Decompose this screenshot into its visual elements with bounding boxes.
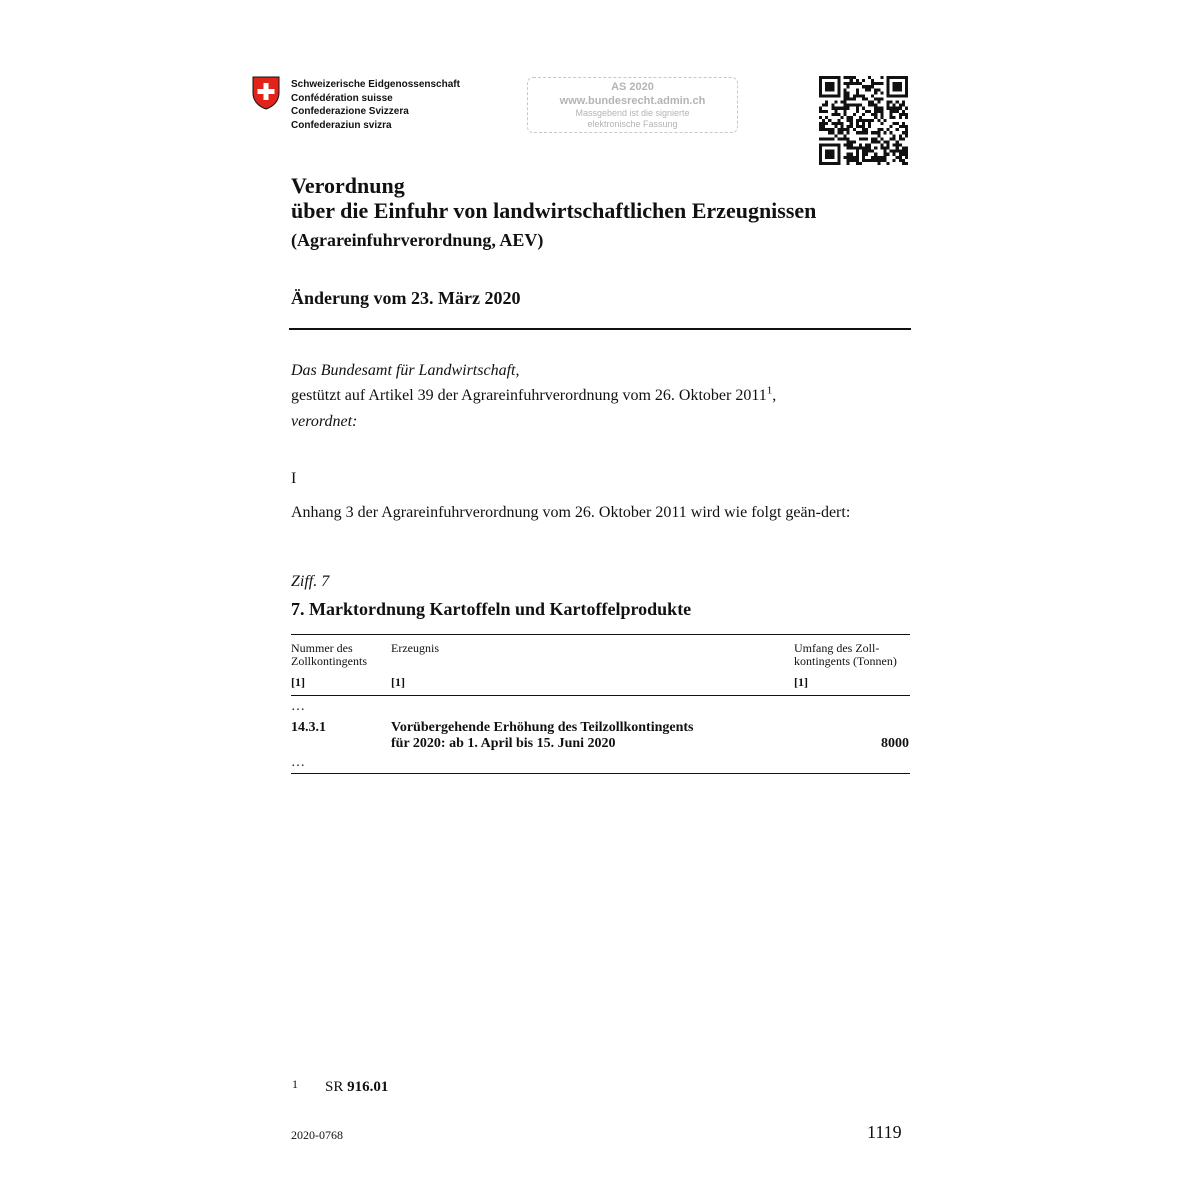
table-header-number-line2: Zollkontingents (291, 654, 367, 668)
footnote-prefix: SR (325, 1079, 344, 1095)
page-number: 1119 (867, 1122, 902, 1142)
table-row-product-line1: Vorübergehende Erhöhung des Teilzollkontingents (391, 720, 694, 735)
confederation-names (291, 78, 460, 132)
market-order-heading: 7. Marktordnung Kartoffeln und Kartoffelprodukte (291, 599, 692, 619)
table-header-rule (291, 695, 910, 696)
confederation-name-fr: Confédération suisse (291, 92, 393, 104)
confederation-name-rm: Confederaziun svizra (291, 119, 392, 131)
stamp-website: www.bundesrecht.admin.ch (559, 95, 706, 107)
preamble-authority: Das Bundesamt für Landwirtschaft, (291, 362, 520, 379)
table-ref-product: [1] (391, 675, 405, 689)
table-header-product: Erzeugnis (391, 641, 439, 655)
stamp-as-number: AS 2020 (611, 81, 654, 93)
footnote-number: 1 (292, 1077, 298, 1091)
table-row-number: 14.3.1 (291, 720, 326, 735)
table-row-product (391, 720, 694, 752)
as-stamp (527, 77, 738, 133)
table-ellipsis-bottom: … (291, 755, 305, 770)
preamble-basis-end: , (772, 387, 777, 404)
footnote-reference[interactable]: 1 (766, 384, 773, 397)
confederation-name-de: Schweizerische Eidgenossenschaft (291, 79, 460, 90)
ordinance-short-title: (Agrareinfuhrverordnung, AEV) (291, 230, 544, 250)
footnote-text (325, 1079, 388, 1096)
table-header-number-line1: Nummer des (291, 641, 353, 655)
table-top-rule (291, 634, 910, 635)
preamble-decree: verordnet: (291, 413, 358, 430)
footnote-sr-number[interactable]: 916.01 (347, 1079, 389, 1095)
confederation-name-it: Confederazione Svizzera (291, 106, 409, 117)
stamp-note-line1: Massgebend ist die signierte (575, 108, 690, 118)
table-header-amount-line2: kontingents (Tonnen) (794, 654, 897, 668)
swiss-coat-of-arms-icon (252, 76, 280, 110)
table-ellipsis-top: … (291, 699, 305, 714)
section-body-text: Anhang 3 der Agrareinfuhrverordnung vom 26. Oktober 2011 wird wie folgt geän-dert: (291, 504, 851, 521)
section-number: I (291, 470, 297, 487)
ziff-label: Ziff. 7 (291, 573, 330, 590)
table-header-amount-line1: Umfang des Zoll- (794, 641, 880, 655)
table-ref-number: [1] (291, 675, 305, 689)
table-bottom-rule (291, 773, 910, 774)
preamble-basis (291, 385, 776, 407)
document-id: 2020-0768 (291, 1128, 343, 1142)
table-header-number (291, 642, 367, 668)
title-divider (289, 328, 911, 330)
table-header-amount (794, 642, 897, 668)
title-line-2: über die Einfuhr von landwirtschaftlichen Erzeugnissen (291, 198, 817, 223)
table-row-amount: 8000 (881, 736, 909, 751)
preamble-basis-text: gestützt auf Artikel 39 der Agrareinfuhrverordnung vom 26. Oktober 2011 (291, 387, 767, 404)
title-line-1: Verordnung (291, 173, 405, 198)
qr-code-icon (819, 76, 908, 165)
table-row-product-line2: für 2020: ab 1. April bis 15. Juni 2020 (391, 736, 616, 751)
amendment-date: Änderung vom 23. März 2020 (291, 288, 521, 308)
ordinance-title (291, 173, 816, 223)
stamp-note-line2: elektronische Fassung (587, 119, 678, 129)
table-ref-amount: [1] (794, 675, 808, 689)
